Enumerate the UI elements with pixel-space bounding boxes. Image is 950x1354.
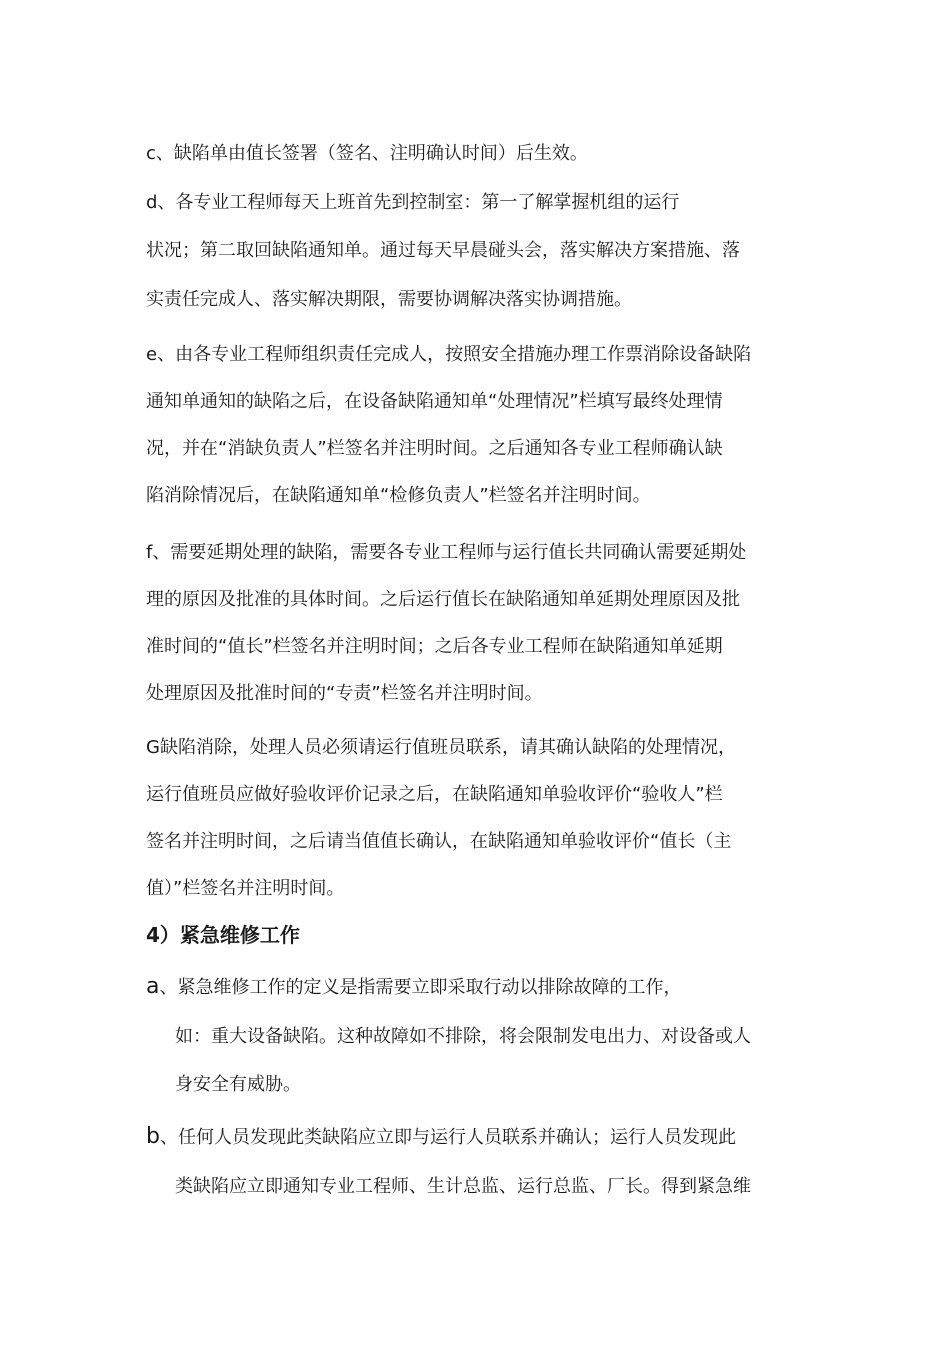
- item-d-line-3: 实责任完成人、落实解决期限，需要协调解决落实协调措施。: [146, 289, 632, 310]
- section-a-first-text: 、紧急维修工作的定义是指需要立即采取行动以排除故障的工作，: [159, 977, 682, 998]
- section-a-lead: a: [146, 974, 160, 999]
- section-b-lead: b: [146, 1124, 160, 1149]
- item-g-line-1: G缺陷消除，处理人员必须请运行值班员联系，请其确认缺陷的处理情况，: [146, 737, 736, 758]
- item-g-line-3: 签名并注明时间，之后请当值值长确认，在缺陷通知单验收评价“值长（主: [146, 831, 732, 852]
- item-f-line-1: f、需要延期处理的缺陷，需要各专业工程师与运行值长共同确认需要延期处: [146, 542, 747, 563]
- section-b-line-1: [146, 1125, 736, 1150]
- section-a-line-1: [146, 975, 681, 1000]
- item-f-line-4: 处理原因及批准时间的“专责”栏签名并注明时间。: [146, 683, 543, 704]
- section-heading: 4）紧急维修工作: [146, 923, 300, 947]
- item-c-line-1: c、缺陷单由值长签署（签名、注明确认时间）后生效。: [146, 143, 588, 164]
- section-b-line-2: 类缺陷应立即通知专业工程师、生计总监、运行总监、厂长。得到紧急维: [175, 1176, 751, 1197]
- section-a-line-3: 身安全有威胁。: [175, 1074, 301, 1095]
- section-a-line-2: 如：重大设备缺陷。这种故障如不排除，将会限制发电出力、对设备或人: [175, 1026, 751, 1047]
- item-d-line-2: 状况；第二取回缺陷通知单。通过每天早晨碰头会，落实解决方案措施、落: [146, 240, 740, 261]
- item-d-line-1: d、各专业工程师每天上班首先到控制室：第一了解掌握机组的运行: [146, 192, 680, 213]
- section-b-first-text: 、任何人员发现此类缺陷应立即与运行人员联系并确认；运行人员发现此: [159, 1127, 736, 1148]
- item-f-line-2: 理的原因及批准的具体时间。之后运行值长在缺陷通知单延期处理原因及批: [146, 589, 740, 610]
- item-e-line-1: e、由各专业工程师组织责任完成人，按照安全措施办理工作票消除设备缺陷: [146, 344, 752, 365]
- item-e-line-3: 况，并在“消缺负责人”栏签名并注明时间。之后通知各专业工程师确认缺: [146, 438, 723, 459]
- item-e-line-2: 通知单通知的缺陷之后，在设备缺陷通知单“处理情况”栏填写最终处理情: [146, 391, 723, 412]
- item-g-line-4: 值）”栏签名并注明时间。: [146, 878, 345, 899]
- item-g-line-2: 运行值班员应做好验收评价记录之后，在缺陷通知单验收评价“验收人”栏: [146, 784, 723, 805]
- item-e-line-4: 陷消除情况后，在缺陷通知单“检修负责人”栏签名并注明时间。: [146, 485, 651, 506]
- item-f-line-3: 准时间的“值长”栏签名并注明时间；之后各专业工程师在缺陷通知单延期: [146, 636, 723, 657]
